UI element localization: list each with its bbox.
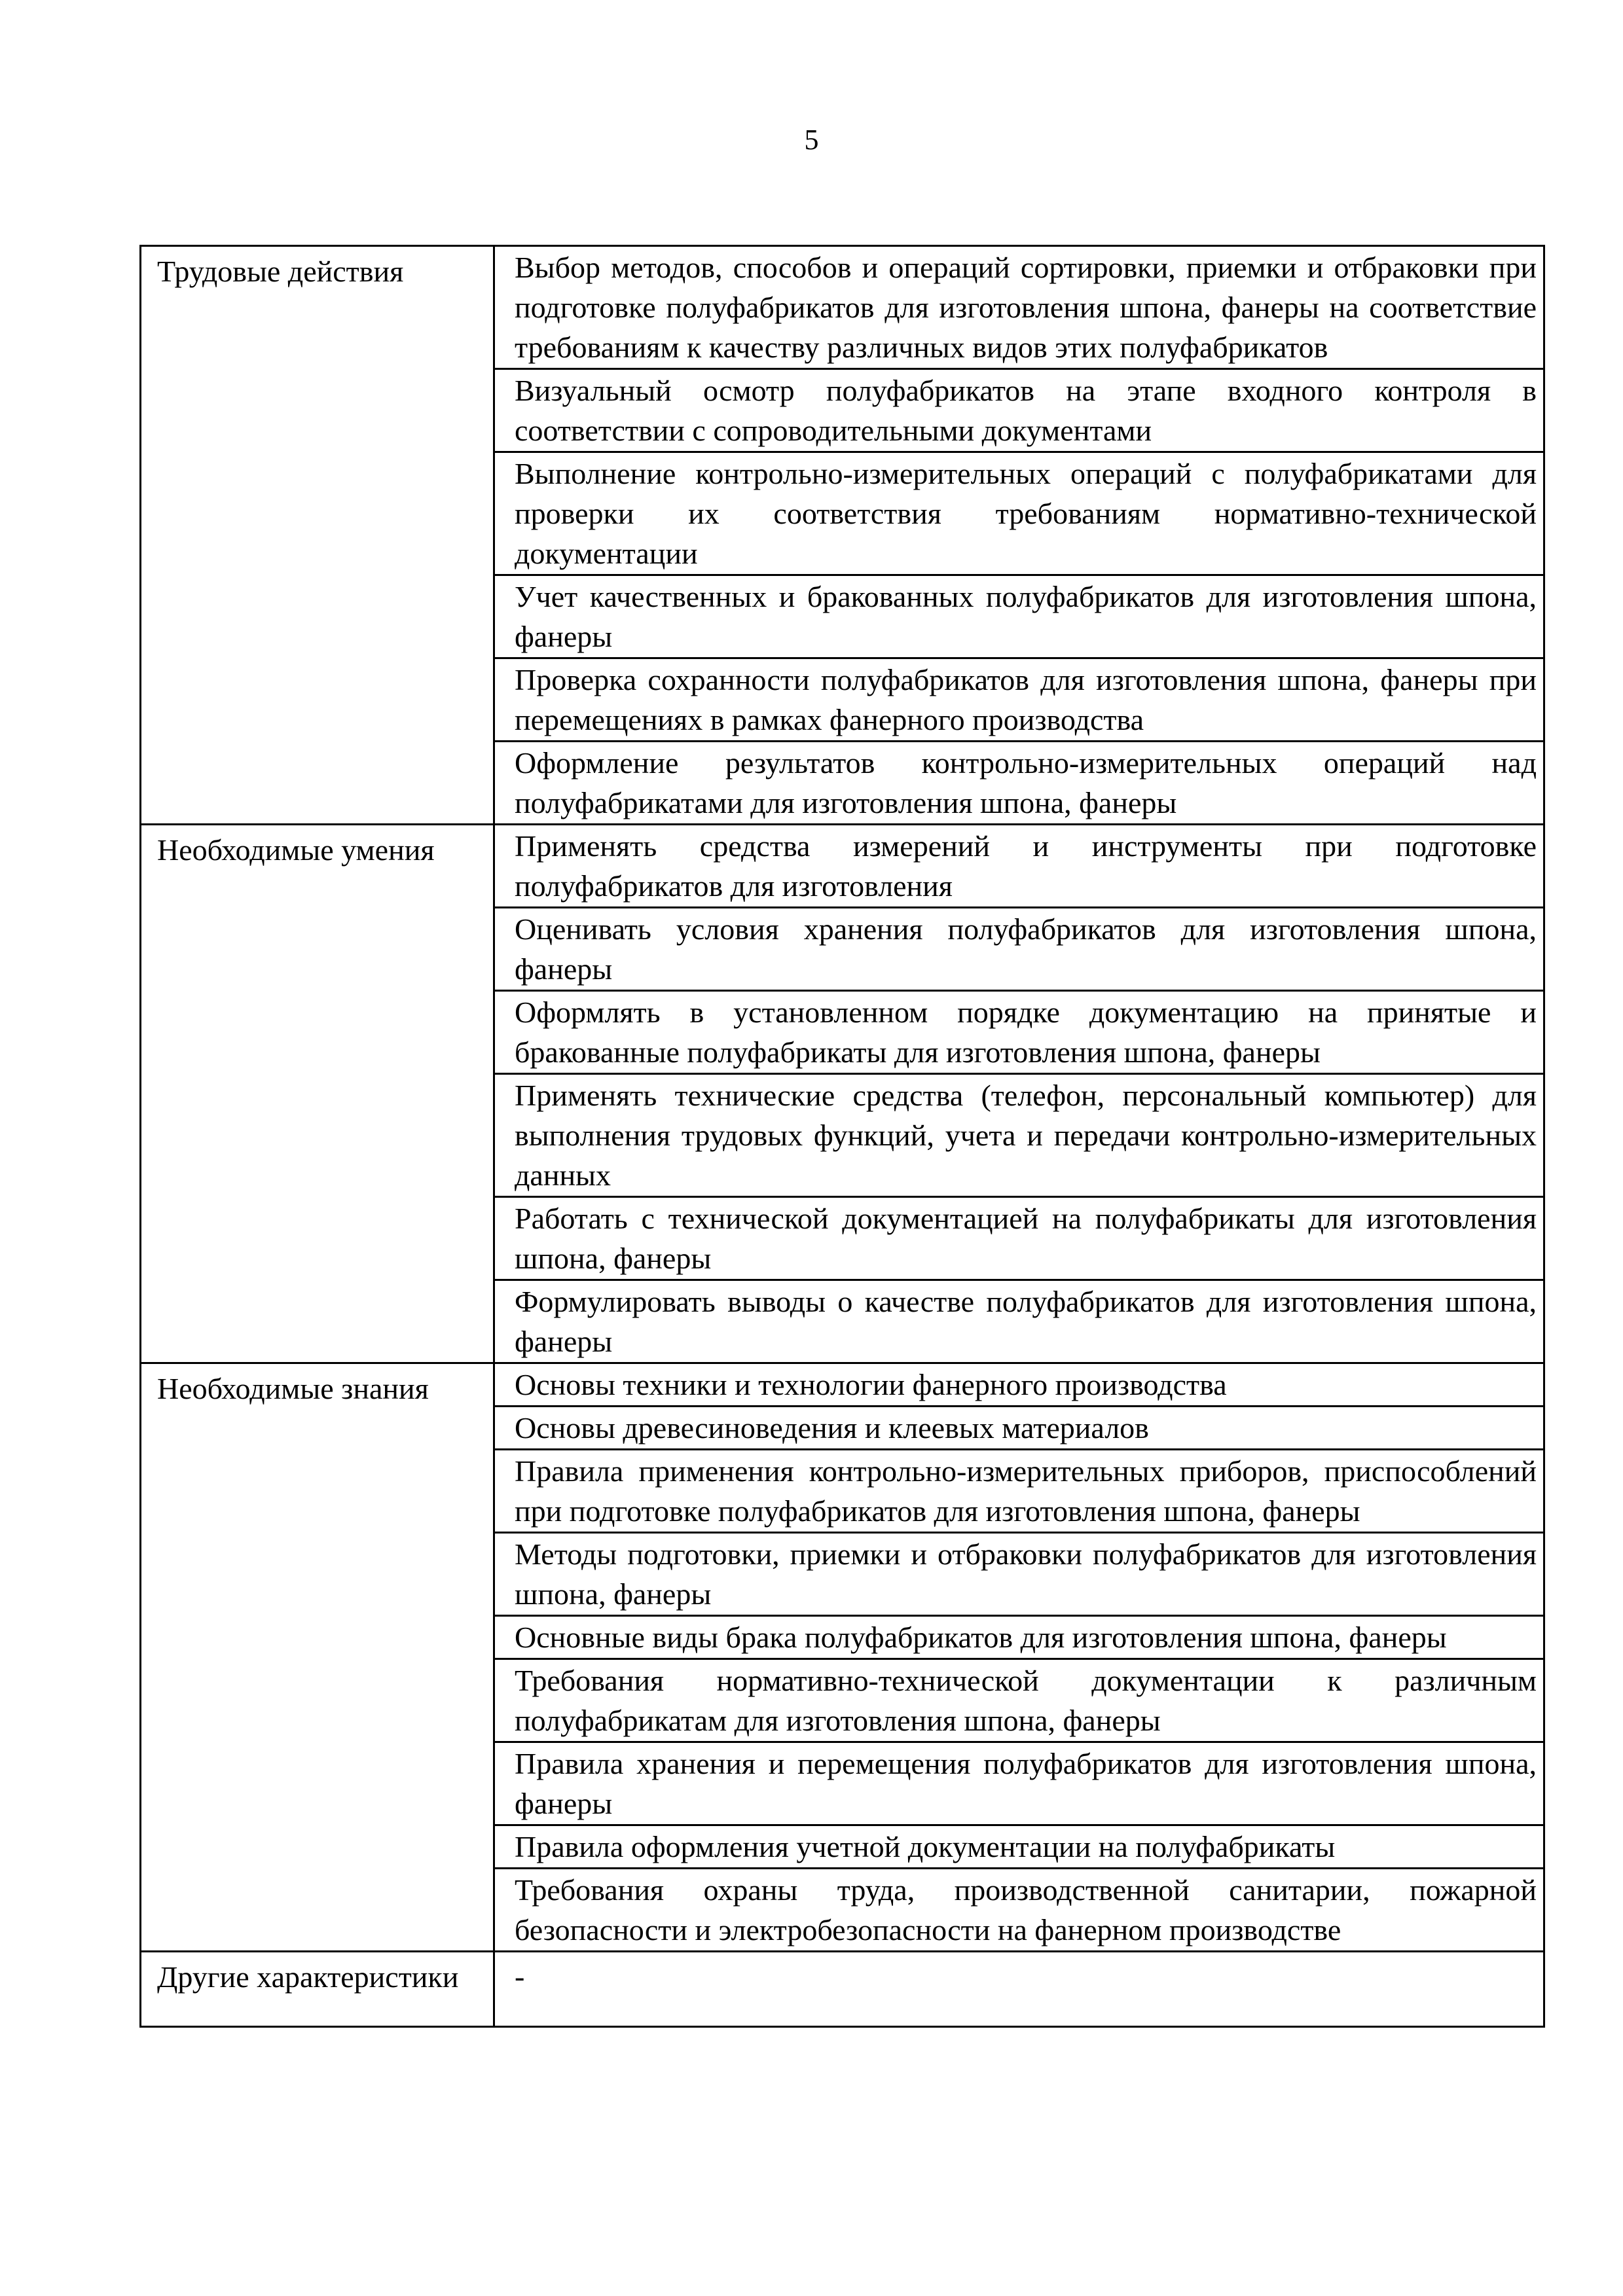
list-item: Правила применения контрольно-измерительных приборов, приспособлений при подготовке полуфабрикатов для изготовления шпона, фанеры <box>495 1448 1543 1532</box>
list-item: Применять технические средства (телефон, персональный компьютер) для выполнения трудовых функций, учета и передачи контрольно-измерительных данных <box>495 1073 1543 1196</box>
list-item: Выполнение контрольно-измерительных операций с полуфабрикатами для проверки их соответствия требованиям нормативно-технической документации <box>495 451 1543 574</box>
list-item: Основы древесиноведения и клеевых материалов <box>495 1405 1543 1448</box>
other-value: - <box>515 1960 525 1993</box>
list-item: Выбор методов, способов и операций сортировки, приемки и отбраковки при подготовке полуфабрикатов для изготовления шпона, фанеры на соответствие требованиям к качеству различных видов этих полуфабрикатов <box>515 251 1537 364</box>
list-item: Правила оформления учетной документации на полуфабрикаты <box>495 1824 1543 1867</box>
section-required-skills <box>141 825 1544 1363</box>
list-item: Оформлять в установленном порядке документацию на принятые и бракованные полуфабрикаты для изготовления шпона, фанеры <box>495 990 1543 1073</box>
list-item: Оценивать условия хранения полуфабрикатов для изготовления шпона, фанеры <box>495 906 1543 990</box>
list-item: Правила хранения и перемещения полуфабрикатов для изготовления шпона, фанеры <box>495 1741 1543 1824</box>
list-item: Работать с технической документацией на полуфабрикаты для изготовления шпона, фанеры <box>495 1196 1543 1279</box>
section-labor-actions <box>141 246 1544 825</box>
qualification-table <box>139 245 1545 2028</box>
list-item: Применять средства измерений и инструменты при подготовке полуфабрикатов для изготовления <box>515 829 1537 903</box>
list-item: Оформление результатов контрольно-измерительных операций над полуфабрикатами для изготовления шпона, фанеры <box>495 740 1543 823</box>
list-item: Визуальный осмотр полуфабрикатов на этапе входного контроля в соответствии с сопроводительными документами <box>495 368 1543 451</box>
section-required-knowledge <box>141 1363 1544 1952</box>
section-items <box>494 246 1544 825</box>
section-items <box>494 825 1544 1363</box>
list-item: Требования охраны труда, производственной санитарии, пожарной безопасности и электробезопасности на фанерном производстве <box>495 1867 1543 1950</box>
section-label: Необходимые умения <box>141 825 494 1363</box>
list-item: Методы подготовки, приемки и отбраковки полуфабрикатов для изготовления шпона, фанеры <box>495 1532 1543 1615</box>
list-item: Проверка сохранности полуфабрикатов для изготовления шпона, фанеры при перемещениях в рамках фанерного производства <box>495 657 1543 740</box>
list-item: Формулировать выводы о качестве полуфабрикатов для изготовления шпона, фанеры <box>495 1279 1543 1362</box>
section-label: Трудовые действия <box>141 246 494 825</box>
section-items <box>494 1363 1544 1952</box>
section-items <box>494 1952 1544 2027</box>
list-item: Требования нормативно-технической документации к различным полуфабрикатам для изготовления шпона, фанеры <box>495 1658 1543 1741</box>
section-label: Другие характеристики <box>141 1952 494 2027</box>
list-item: Учет качественных и бракованных полуфабрикатов для изготовления шпона, фанеры <box>495 574 1543 657</box>
list-item: Основы техники и технологии фанерного производства <box>515 1368 1227 1401</box>
section-label: Необходимые знания <box>141 1363 494 1952</box>
page-number: 5 <box>804 124 819 156</box>
list-item: Основные виды брака полуфабрикатов для изготовления шпона, фанеры <box>495 1615 1543 1658</box>
section-other-characteristics <box>141 1952 1544 2027</box>
